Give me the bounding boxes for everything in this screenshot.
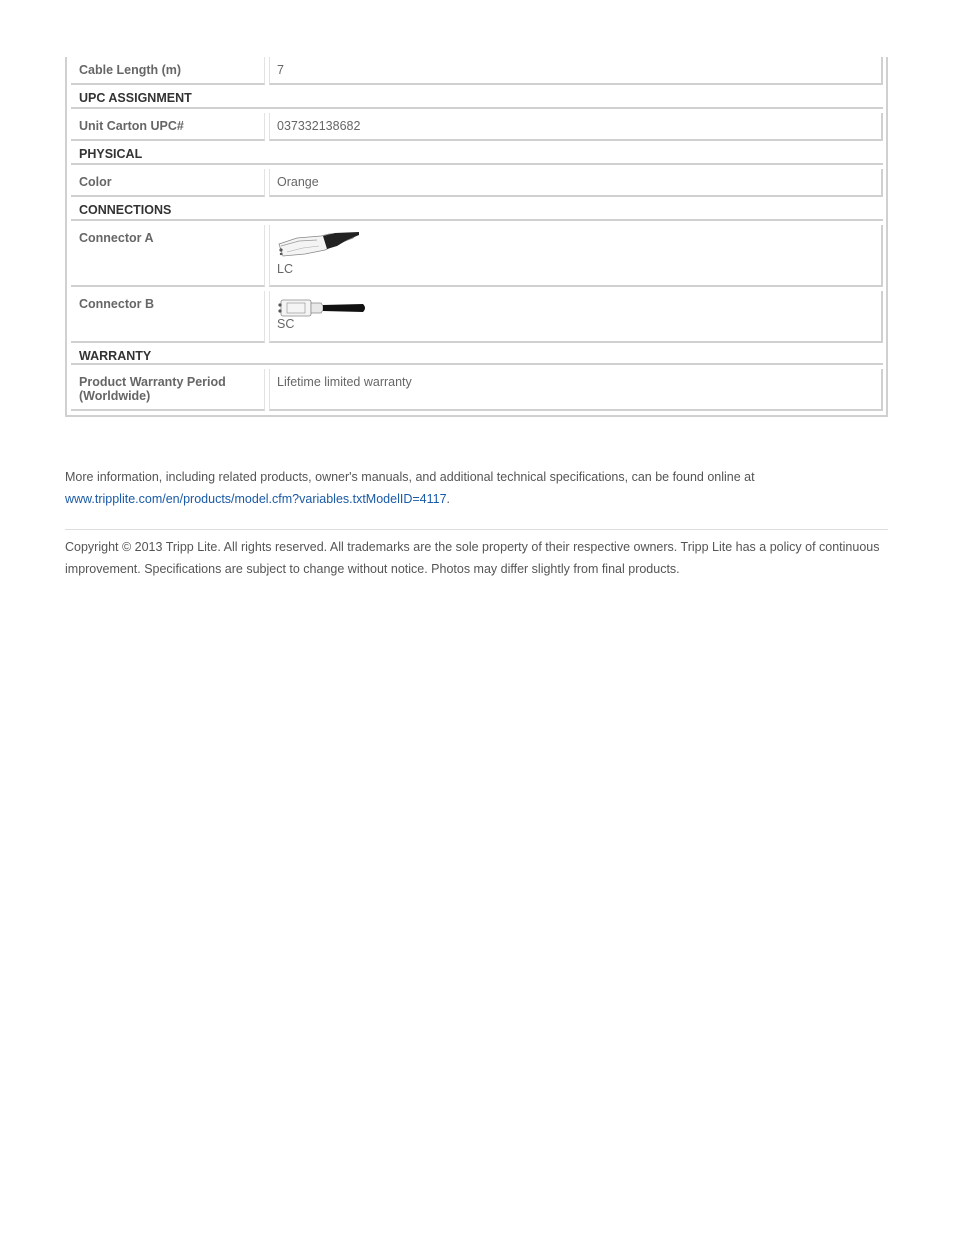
more-info-paragraph bbox=[65, 466, 888, 510]
spec-label: Cable Length (m) bbox=[71, 57, 265, 85]
spec-label: Connector A bbox=[71, 225, 265, 287]
link-suffix: . bbox=[446, 492, 451, 506]
connector-b-cell bbox=[269, 291, 883, 343]
spec-table bbox=[65, 57, 888, 417]
spec-label: Color bbox=[71, 169, 265, 197]
lc-connector-icon bbox=[277, 230, 367, 258]
section-heading: CONNECTIONS bbox=[71, 197, 883, 221]
product-link[interactable]: www.tripplite.com/en/products/model.cfm?variables.txtModelID=4117 bbox=[65, 492, 447, 506]
spec-label: Connector B bbox=[71, 291, 265, 343]
connector-b-caption: SC bbox=[277, 317, 295, 331]
spec-value: Orange bbox=[269, 169, 883, 197]
footer-divider bbox=[65, 529, 888, 530]
connector-a-cell bbox=[269, 225, 883, 287]
spec-value: 7 bbox=[269, 57, 883, 85]
connector-a-caption: LC bbox=[277, 262, 293, 276]
section-heading: WARRANTY bbox=[71, 343, 883, 365]
copyright-text: Copyright © 2013 Tripp Lite. All rights reserved. All trademarks are the sole property of their respective owners. Tripp Lite has a policy of continuous improvement. Specifications are subject to change without notice. Photos may differ slightly from final products. bbox=[65, 540, 880, 576]
spec-value: Lifetime limited warranty bbox=[269, 369, 883, 411]
spec-label: Product Warranty Period (Worldwide) bbox=[71, 369, 265, 411]
section-heading: PHYSICAL bbox=[71, 141, 883, 165]
spec-label: Unit Carton UPC# bbox=[71, 113, 265, 141]
section-heading: UPC ASSIGNMENT bbox=[71, 85, 883, 109]
spec-value: 037332138682 bbox=[269, 113, 883, 141]
more-info-text: More information, including related products, owner's manuals, and additional technical specifications, can be found online at bbox=[65, 470, 755, 484]
